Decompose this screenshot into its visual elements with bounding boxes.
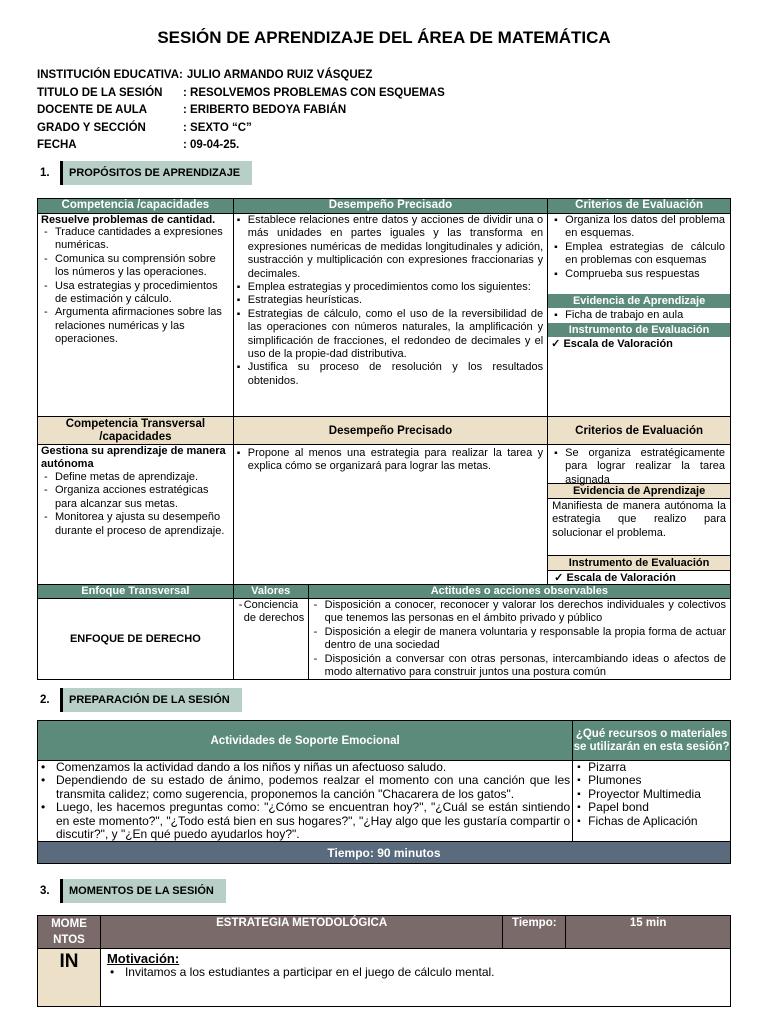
capacidades-transversal-list [41, 471, 230, 538]
desempeno-list [235, 214, 543, 388]
desempeno-item: ▪ Justifica su proceso de resolución y los resultados obtenidos. [235, 361, 543, 388]
info-value: JULIO ARMANDO RUIZ VÁSQUEZ [186, 69, 373, 81]
header-momentos: MOMENTOS [38, 916, 101, 949]
criterios-transversal-list [548, 445, 730, 486]
criterio-transversal-item: ▪ Se organiza estratégicamente para lograr realizar la tarea asignada [552, 447, 725, 487]
header-tiempo: Tiempo: [503, 916, 566, 949]
activities-list [38, 761, 570, 841]
motivation-title: Motivación: [106, 951, 180, 966]
header-resources: ¿Qué recursos o materiales se utilizarán en esta sesión? [573, 721, 731, 761]
desempeno-item: ▪ Estrategias de cálculo, como el uso de la reversibilidad de las operaciones con números naturales, la amplificación y simplificación de fracciones, el redondeo de decimales y el uso de la propie-dad distributiva. [235, 308, 543, 362]
capacidad-item: - Usa estrategias y procedimientos de estimación y cálculo. [41, 280, 230, 307]
actitud-item: - Disposición a conocer, reconocer y valorar los derechos individuales y colectivos que tenemos las personas en el ámbito privado y público [311, 599, 726, 626]
header-criterios: Criterios de Evaluación [548, 199, 731, 214]
capacidades-list [41, 226, 230, 347]
phase-label: IN [38, 949, 101, 1007]
header-criterios-transversal: Criterios de Evaluación [548, 417, 731, 445]
capacidad-item: - Comunica su comprensión sobre los números y las operaciones. [41, 253, 230, 280]
criterios-cell [548, 214, 731, 417]
instrumento-transversal-header: Instrumento de Evaluación [548, 555, 730, 571]
actitudes-cell [308, 599, 730, 680]
header-valores: Valores [233, 585, 308, 599]
activity-item: • Luego, les hacemos preguntas como: "¿Cómo se encuentran hoy?", "¿Cuál se están sintiendo en este momento?", "¿Todo está bien en sus hogares?", "¿Hay algo que les gustaría compartir o discutir?", y "¿En qué puedo ayudarlos hoy?". [38, 801, 570, 841]
resources-cell [573, 761, 731, 842]
desempeno-transversal-list [235, 447, 543, 474]
evidencia-transversal-value: Manifiesta de manera autónoma la estrategia que realizo para solucionar el problema. [552, 500, 726, 539]
header-estrategia: ESTRATEGIA METODOLÓGICA [100, 916, 502, 949]
info-value: : ERIBERTO BEDOYA FABIÁN [183, 104, 347, 117]
motivation-list [107, 966, 724, 979]
resource-item: ▪ Plumones [575, 774, 728, 787]
resource-item: ▪ Proyector Multimedia [575, 788, 728, 801]
competencia-title: Resuelve problemas de cantidad. [41, 214, 216, 226]
desempeno-transversal-item: ▪ Propone al menos una estrategia para realizar la tarea y explica cómo se organizará para lograr las metas. [235, 447, 543, 474]
session-info [37, 67, 445, 155]
header-enfoque: Enfoque Transversal [38, 585, 234, 599]
info-label: FECHA [37, 139, 77, 152]
desempeno-item: ▪ Emplea estrategias y procedimientos como los siguientes: [235, 281, 543, 294]
actitud-item: - Disposición a conversar con otras personas, intercambiando ideas o afectos de modo alternativo para construir juntos una postura común [311, 653, 726, 680]
activities-cell [38, 761, 573, 842]
criterio-item: ▪ Emplea estrategias de cálculo en problemas con esquemas [552, 241, 725, 268]
capacidad-transversal-item: - Monitorea y ajusta su desempeño durante el proceso de aprendizaje. [41, 511, 230, 538]
criterios-transversal-cell [548, 445, 731, 585]
valor-item: - Conciencia de derechos [236, 599, 306, 626]
desempeno-item: ▪ Estrategias heurísticas. [235, 294, 543, 307]
competencia-transversal-cell [38, 445, 234, 585]
instrumento-transversal-value: ✓ Escala de Valoración [548, 571, 730, 584]
info-value: : SEXTO “C” [183, 121, 252, 134]
competencia-cell [38, 214, 234, 417]
enfoque-table [37, 584, 731, 680]
actitud-item: - Disposición a elegir de manera voluntaria y responsable la propia forma de actuar dentro de una sociedad [311, 626, 726, 653]
evidencia-item: ▪ Ficha de trabajo en aula [552, 309, 726, 322]
criterio-item: ▪ Organiza los datos del problema en esquemas. [552, 214, 725, 241]
evidencia-list [548, 308, 730, 323]
info-label: DOCENTE DE AULA [37, 104, 148, 117]
page-title: SESIÓN DE APRENDIZAJE DEL ÁREA DE MATEMÁTICA [157, 28, 611, 47]
header-activities: Actividades de Soporte Emocional [38, 721, 573, 761]
capacidad-transversal-item: - Organiza acciones estratégicas para alcanzar sus metas. [41, 484, 230, 511]
section-title: MOMENTOS DE LA SESIÓN [63, 879, 226, 903]
section-number: 2. [40, 694, 50, 706]
competencia-transversal-title: Gestiona su aprendizaje de manera autónoma [41, 445, 226, 470]
preparation-table [37, 720, 731, 864]
info-row [37, 120, 445, 138]
criterios-list [548, 214, 730, 294]
purposes-table [37, 198, 731, 585]
section-1-heading [40, 161, 252, 185]
info-value: : 09-04-25. [183, 139, 240, 152]
info-label: GRADO Y SECCIÓN [37, 121, 146, 134]
info-row [37, 137, 445, 155]
header-desempeno-transversal: Desempeño Precisado [233, 417, 547, 445]
info-label: TITULO DE LA SESIÓN [37, 86, 163, 99]
activity-item: • Dependiendo de su estado de ánimo, podemos realzar el momento con una canción que les transmita calidez; como sugerencia, proponemos la canción "Chacarera de los gatos". [38, 774, 570, 801]
instrumento-header: Instrumento de Evaluación [548, 323, 730, 337]
info-row [37, 67, 445, 85]
info-row [37, 102, 445, 120]
section-number: 1. [40, 167, 50, 179]
motivation-item: • Invitamos a los estudiantes a participar en el juego de cálculo mental. [107, 966, 724, 979]
instrumento-value: ✓ Escala de Valoración [548, 337, 730, 350]
capacidad-item: - Argumenta afirmaciones sobre las relaciones numéricas y las operaciones. [41, 306, 230, 346]
desempeno-transversal-cell [233, 445, 547, 585]
section-number: 3. [40, 885, 50, 897]
activity-item: • Comenzamos la actividad dando a los niños y niñas un afectuoso saludo. [38, 761, 570, 774]
session-time: Tiempo: 90 minutos [38, 842, 731, 864]
moments-table [37, 915, 731, 1007]
section-3-heading [40, 879, 226, 903]
valores-list [236, 599, 306, 626]
evidencia-transversal-header: Evidencia de Aprendizaje [548, 483, 730, 499]
resource-item: ▪ Papel bond [575, 801, 728, 814]
resource-item: ▪ Pizarra [575, 761, 728, 774]
evidencia-header: Evidencia de Aprendizaje [548, 294, 730, 308]
header-duration: 15 min [566, 916, 731, 949]
header-competencia: Competencia /capacidades [38, 199, 234, 214]
actitudes-list [311, 599, 726, 679]
header-desempeno: Desempeño Precisado [233, 199, 547, 214]
valores-cell [233, 599, 308, 680]
desempeno-cell [233, 214, 547, 417]
section-2-heading [40, 688, 242, 712]
info-label: INSTITUCIÓN EDUCATIVA: [37, 69, 183, 81]
resource-item: ▪ Fichas de Aplicación [575, 815, 728, 828]
desempeno-item: ▪ Establece relaciones entre datos y acciones de dividir una o más unidades en partes iguales y las transforma en expresiones numéricas de medidas longitudinales y adición, sustracción y multiplicación con expresiones fraccionarias y decimales. [235, 214, 543, 281]
header-competencia-transversal: Competencia Transversal /capacidades [38, 417, 234, 445]
info-value: : RESOLVEMOS PROBLEMAS CON ESQUEMAS [183, 86, 445, 99]
resources-list [575, 761, 728, 828]
section-title: PREPARACIÓN DE LA SESIÓN [63, 688, 242, 712]
section-title: PROPÓSITOS DE APRENDIZAJE [63, 161, 252, 185]
info-row [37, 85, 445, 103]
capacidad-item: - Traduce cantidades a expresiones numéricas. [41, 226, 230, 253]
capacidad-transversal-item: - Define metas de aprendizaje. [41, 471, 230, 484]
enfoque-value: ENFOQUE DE DERECHO [38, 599, 234, 680]
header-actitudes: Actitudes o acciones observables [308, 585, 730, 599]
motivation-cell [100, 949, 730, 1007]
criterio-item: ▪ Comprueba sus respuestas [552, 268, 725, 281]
